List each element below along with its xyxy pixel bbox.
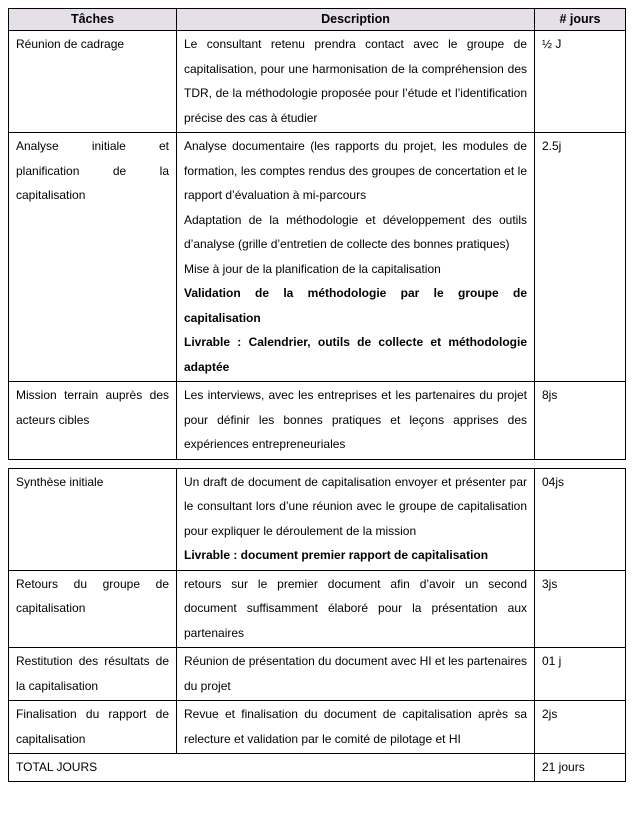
days-cell: 2.5j (535, 133, 626, 382)
description-paragraph: Livrable : Calendrier, outils de collecte et méthodologie adaptée (184, 335, 527, 374)
description-paragraph: Un draft de document de capitalisation envoyer et présenter par le consultant lors d’une réunion avec le groupe de capitalisation pour expliquer le déroulement de la mission (184, 474, 527, 538)
description-cell (177, 382, 535, 460)
task-cell: Réunion de cadrage (9, 31, 177, 133)
planning-table-2 (8, 468, 626, 783)
description-paragraph: retours sur le premier document afin d’avoir un second document suffisamment élaboré pour la présentation aux partenaires (184, 576, 527, 640)
header-jours: # jours (535, 9, 626, 31)
header-description: Description (177, 9, 535, 31)
total-label: TOTAL JOURS (9, 754, 535, 782)
table-row (9, 701, 626, 754)
task-cell: Synthèse initiale (9, 468, 177, 570)
table-row (9, 468, 626, 570)
table-row (9, 382, 626, 460)
task-cell: Retours du groupe de capitalisation (9, 570, 177, 648)
days-cell: 01 j (535, 648, 626, 701)
description-cell (177, 648, 535, 701)
description-paragraph: Validation de la méthodologie par le groupe de capitalisation (184, 286, 527, 325)
days-cell: 2js (535, 701, 626, 754)
days-cell: 8js (535, 382, 626, 460)
table-row (9, 570, 626, 648)
task-cell: Finalisation du rapport de capitalisation (9, 701, 177, 754)
description-cell (177, 133, 535, 382)
task-cell: Restitution des résultats de la capitalisation (9, 648, 177, 701)
description-paragraph: Analyse documentaire (les rapports du projet, les modules de formation, les comptes rendus des groupes de concertation et le rapport d’évaluation à mi-parcours (184, 139, 527, 202)
description-cell (177, 701, 535, 754)
table-header (9, 9, 626, 31)
description-cell (177, 31, 535, 133)
description-paragraph: Mise à jour de la planification de la capitalisation (184, 261, 441, 276)
planning-table-1 (8, 8, 626, 460)
table-row (9, 31, 626, 133)
task-cell: Mission terrain auprès des acteurs cibles (9, 382, 177, 460)
table-row (9, 648, 626, 701)
description-paragraph: Les interviews, avec les entreprises et les partenaires du projet pour définir les bonnes pratiques et leçons apprises des expériences entrepreneuriales (184, 388, 527, 451)
table2-body (9, 468, 626, 754)
total-row (9, 754, 626, 782)
description-paragraph: Réunion de présentation du document avec HI et les partenaires du projet (184, 654, 527, 693)
description-cell (177, 570, 535, 648)
header-taches: Tâches (9, 9, 177, 31)
days-cell: ½ J (535, 31, 626, 133)
table1-body (9, 31, 626, 460)
total-row-body (9, 754, 626, 782)
description-paragraph: Le consultant retenu prendra contact avec le groupe de capitalisation, pour une harmonisation de la compréhension des TDR, de la méthodologie proposée pour l’étude et l’identification précise des cas à étudier (184, 37, 527, 125)
table-row (9, 133, 626, 382)
description-paragraph: Livrable : document premier rapport de capitalisation (184, 548, 489, 562)
description-cell (177, 468, 535, 570)
days-cell: 3js (535, 570, 626, 648)
task-cell: Analyse initiale et planification de la capitalisation (9, 133, 177, 382)
days-cell: 04js (535, 468, 626, 570)
description-paragraph: Adaptation de la méthodologie et développement des outils d’analyse (grille d’entretien de collecte des bonnes pratiques) (184, 212, 527, 251)
total-value: 21 jours (535, 754, 626, 782)
header-row (9, 9, 626, 31)
description-paragraph: Revue et finalisation du document de capitalisation après sa relecture et validation par le comité de pilotage et HI (184, 707, 527, 746)
